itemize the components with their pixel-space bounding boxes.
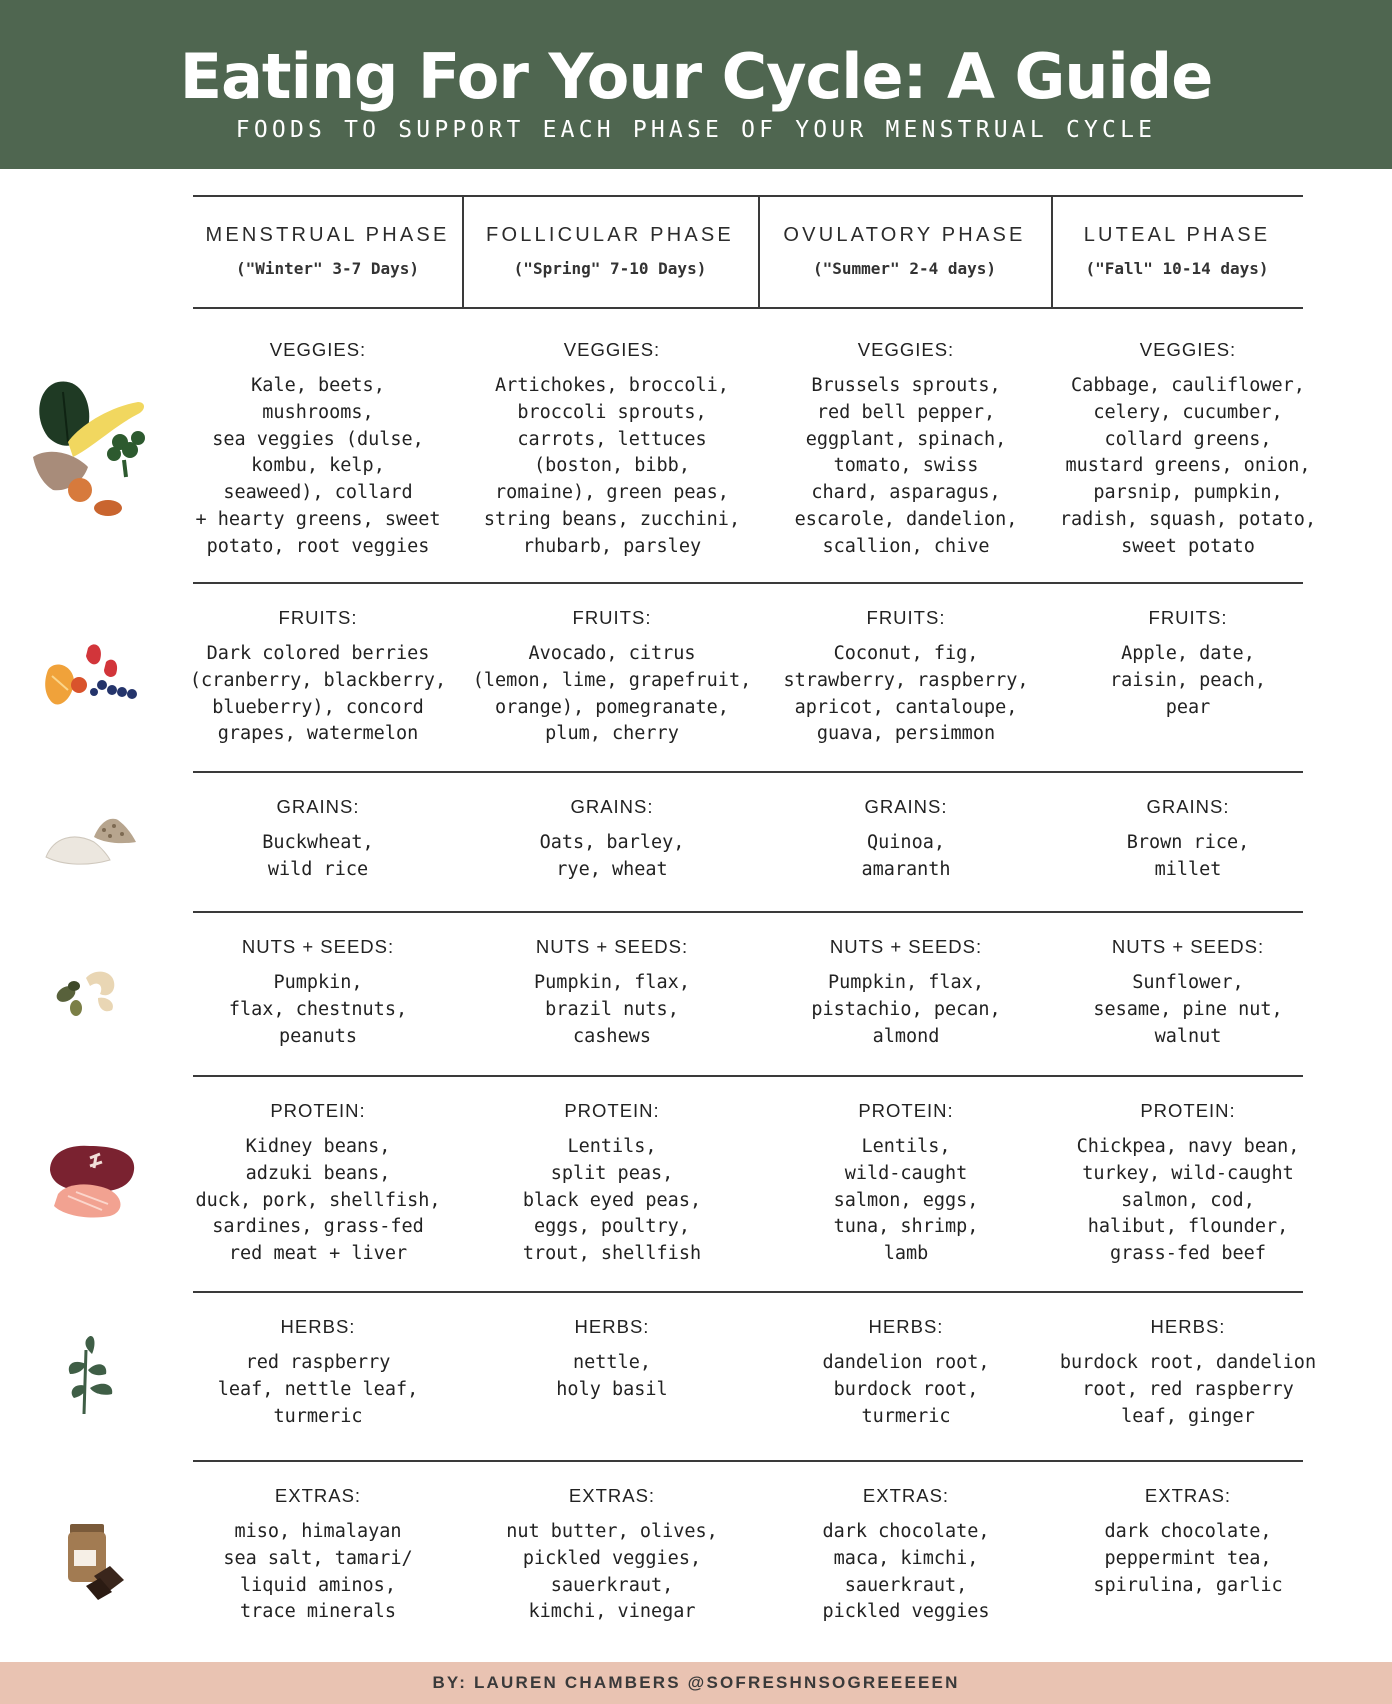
food-cell	[1048, 1098, 1328, 1268]
category-label: HERBS:	[574, 1316, 650, 1337]
food-list: burdock root, dandelion root, red raspberry leaf, ginger	[1059, 1352, 1317, 1427]
food-list: Pumpkin, flax, pistachio, pecan, almond	[811, 972, 1001, 1047]
category-label: HERBS:	[280, 1316, 356, 1337]
food-list: nut butter, olives, pickled veggies, sauerkraut, kimchi, vinegar	[506, 1521, 718, 1623]
food-list: Pumpkin, flax, brazil nuts, cashews	[534, 972, 690, 1047]
phase-header-menstrual	[193, 195, 462, 307]
food-cell	[1048, 1314, 1328, 1430]
phase-name: FOLLICULAR PHASE	[486, 224, 734, 246]
phase-header-luteal	[1051, 195, 1303, 307]
food-list: Avocado, citrus (lemon, lime, grapefruit, orange), pomegranate, plum, cherry	[472, 643, 752, 745]
category-label: FRUITS:	[572, 607, 652, 628]
food-list: dark chocolate, peppermint tea, spirulina, garlic	[1093, 1521, 1283, 1596]
grains-icon	[44, 812, 144, 867]
category-label: PROTEIN:	[564, 1100, 660, 1121]
food-cell	[766, 1483, 1046, 1626]
extras-icon	[64, 1520, 126, 1600]
food-cell	[472, 605, 752, 748]
food-list: Buckwheat, wild rice	[262, 832, 374, 880]
food-cell	[766, 934, 1046, 1050]
category-label: GRAINS:	[1146, 796, 1230, 817]
category-label: EXTRAS:	[274, 1485, 362, 1506]
food-cell	[472, 794, 752, 884]
food-cell	[178, 934, 458, 1050]
food-list: Lentils, wild-caught salmon, eggs, tuna, shrimp, lamb	[833, 1136, 979, 1265]
header-banner	[0, 0, 1392, 169]
food-list: Lentils, split peas, black eyed peas, eggs, poultry, trout, shellfish	[522, 1136, 702, 1265]
category-label: FRUITS:	[278, 607, 358, 628]
category-label: FRUITS:	[1148, 607, 1228, 628]
food-list: Oats, barley, rye, wheat	[539, 832, 685, 880]
food-cell	[178, 1483, 458, 1626]
food-cell	[178, 605, 458, 748]
phase-name: OVULATORY PHASE	[783, 224, 1026, 246]
category-label: VEGGIES:	[1139, 339, 1237, 360]
category-label: HERBS:	[1150, 1316, 1226, 1337]
food-list: Brussels sprouts, red bell pepper, eggplant, spinach, tomato, swiss chard, asparagus, escarole, dandelion, scallion, chive	[794, 375, 1018, 557]
food-cell	[178, 1314, 458, 1430]
food-cell	[766, 1098, 1046, 1268]
food-cell	[472, 337, 752, 561]
food-cell	[178, 1098, 458, 1268]
page-title: Eating For Your Cycle: A Guide	[179, 40, 1213, 113]
food-cell	[472, 1483, 752, 1626]
row-divider	[193, 582, 1303, 584]
food-list: nettle, holy basil	[556, 1352, 668, 1400]
category-label: NUTS + SEEDS:	[1111, 936, 1265, 957]
food-list: red raspberry leaf, nettle leaf, turmeric	[217, 1352, 419, 1427]
food-cell	[472, 1314, 752, 1404]
food-cell	[178, 794, 458, 884]
food-list: Artichokes, broccoli, broccoli sprouts, carrots, lettuces (boston, bibb, romaine), green peas, string beans, zucchini, rhubarb, parsley	[483, 375, 741, 557]
food-list: Sunflower, sesame, pine nut, walnut	[1093, 972, 1283, 1047]
herbs-icon	[62, 1330, 122, 1414]
row-divider	[193, 1291, 1303, 1293]
fruits-icon	[44, 640, 144, 715]
row-divider	[193, 771, 1303, 773]
category-label: PROTEIN:	[270, 1100, 366, 1121]
category-label: VEGGIES:	[269, 339, 367, 360]
food-list: Kale, beets, mushrooms, sea veggies (dulse, kombu, kelp, seaweed), collard + hearty greens, sweet potato, root veggies	[195, 375, 441, 557]
row-divider	[193, 911, 1303, 913]
category-label: EXTRAS:	[862, 1485, 950, 1506]
food-list: Pumpkin, flax, chestnuts, peanuts	[228, 972, 408, 1047]
food-cell	[178, 337, 458, 561]
category-label: PROTEIN:	[1140, 1100, 1236, 1121]
vegetables-icon	[28, 372, 158, 522]
credit-footer: BY: LAUREN CHAMBERS @SOFRESHNSOGREEEEEN	[0, 1662, 1392, 1704]
protein-icon	[46, 1140, 141, 1225]
row-divider	[193, 1075, 1303, 1077]
food-list: Cabbage, cauliflower, celery, cucumber, collard greens, mustard greens, onion, parsnip, pumpkin, radish, squash, potato, sweet potato	[1059, 375, 1317, 557]
food-list: Quinoa, amaranth	[861, 832, 951, 880]
food-list: Dark colored berries (cranberry, blackberry, blueberry), concord grapes, watermelon	[189, 643, 447, 745]
food-list: dandelion root, burdock root, turmeric	[822, 1352, 990, 1427]
food-cell	[766, 337, 1046, 561]
food-list: miso, himalayan sea salt, tamari/ liquid aminos, trace minerals	[223, 1521, 413, 1623]
category-label: PROTEIN:	[858, 1100, 954, 1121]
category-label: HERBS:	[868, 1316, 944, 1337]
phase-name: LUTEAL PHASE	[1083, 224, 1271, 246]
food-cell	[1048, 794, 1328, 884]
phase-header-follicular	[462, 195, 758, 307]
phase-duration: ("Spring" 7-10 Days)	[513, 259, 707, 278]
food-list: Kidney beans, adzuki beans, duck, pork, shellfish, sardines, grass-fed red meat + liver	[195, 1136, 441, 1265]
food-list: Chickpea, navy bean, turkey, wild-caught salmon, cod, halibut, flounder, grass-fed beef	[1076, 1136, 1300, 1265]
food-list: Coconut, fig, strawberry, raspberry, apricot, cantaloupe, guava, persimmon	[783, 643, 1029, 745]
page-subtitle: FOODS TO SUPPORT EACH PHASE OF YOUR MENSTRUAL CYCLE	[235, 117, 1157, 143]
category-label: EXTRAS:	[568, 1485, 656, 1506]
food-list: dark chocolate, maca, kimchi, sauerkraut, pickled veggies	[822, 1521, 990, 1623]
category-label: GRAINS:	[864, 796, 948, 817]
category-label: FRUITS:	[866, 607, 946, 628]
phase-header-ovulatory	[758, 195, 1051, 307]
category-label: GRAINS:	[570, 796, 654, 817]
category-label: NUTS + SEEDS:	[829, 936, 983, 957]
nuts-seeds-icon	[54, 968, 124, 1023]
phase-name: MENSTRUAL PHASE	[205, 224, 450, 246]
category-label: GRAINS:	[276, 796, 360, 817]
category-label: VEGGIES:	[563, 339, 661, 360]
food-list: Apple, date, raisin, peach, pear	[1110, 643, 1266, 718]
food-cell	[766, 1314, 1046, 1430]
table-header-rule	[193, 307, 1303, 309]
phase-duration: ("Fall" 10-14 days)	[1085, 259, 1269, 278]
food-cell	[1048, 934, 1328, 1050]
food-cell	[766, 605, 1046, 748]
row-divider	[193, 1460, 1303, 1462]
category-label: VEGGIES:	[857, 339, 955, 360]
food-list: Brown rice, millet	[1126, 832, 1250, 880]
phase-duration: ("Winter" 3-7 Days)	[235, 259, 420, 278]
food-cell	[472, 1098, 752, 1268]
phase-duration: ("Summer" 2-4 days)	[812, 259, 997, 278]
category-label: NUTS + SEEDS:	[535, 936, 689, 957]
category-label: NUTS + SEEDS:	[241, 936, 395, 957]
food-cell	[1048, 605, 1328, 721]
category-label: EXTRAS:	[1144, 1485, 1232, 1506]
food-cell	[472, 934, 752, 1050]
food-cell	[1048, 337, 1328, 561]
food-cell	[1048, 1483, 1328, 1599]
food-cell	[766, 794, 1046, 884]
